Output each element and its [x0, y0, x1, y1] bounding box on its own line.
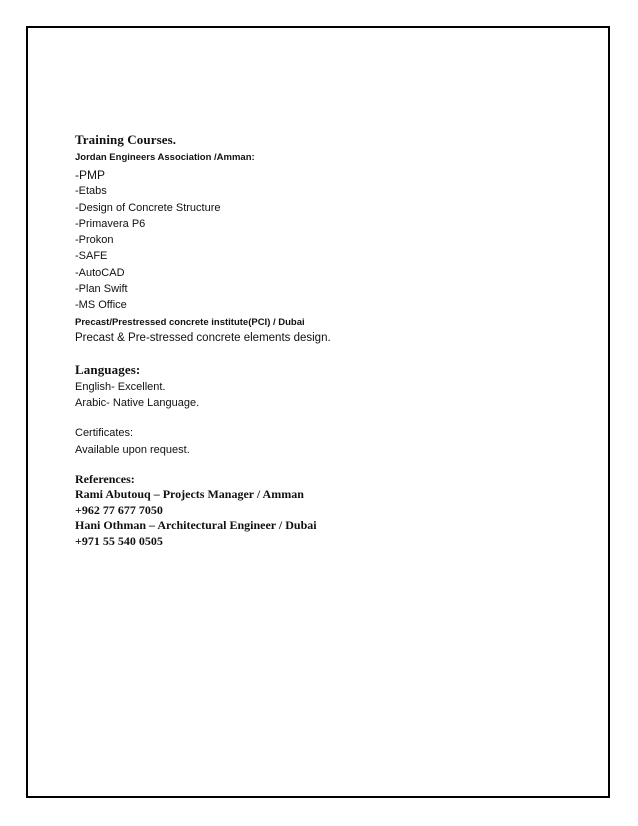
course-item: -Design of Concrete Structure	[75, 201, 221, 214]
pci-course: Precast & Pre-stressed concrete elements design.	[75, 331, 331, 344]
reference-line: Rami Abutouq – Projects Manager / Amman	[75, 487, 304, 502]
language-item: Arabic- Native Language.	[75, 396, 200, 409]
reference-line: Hani Othman – Architectural Engineer / Dubai	[75, 518, 317, 533]
document-content	[75, 132, 575, 549]
course-item: -Plan Swift	[75, 283, 128, 296]
references-heading: References:	[75, 471, 135, 486]
references-section	[75, 472, 575, 550]
training-section	[75, 132, 575, 346]
languages-heading: Languages:	[75, 361, 141, 377]
training-org-jea: Jordan Engineers Association /Amman:	[75, 152, 255, 163]
course-item: -SAFE	[75, 250, 108, 263]
language-item: English- Excellent.	[75, 380, 166, 393]
certificates-section	[75, 425, 575, 458]
course-item: -Prokon	[75, 234, 114, 247]
course-item: -Etabs	[75, 185, 107, 198]
course-item: -AutoCAD	[75, 266, 125, 279]
course-item: -Primavera P6	[75, 217, 146, 230]
course-item: -PMP	[75, 168, 105, 182]
reference-line: +962 77 677 7050	[75, 502, 163, 517]
training-org-pci: Precast/Prestressed concrete institute(PCI) / Dubai	[75, 316, 305, 328]
certificates-heading: Certificates:	[75, 427, 134, 440]
course-item: -MS Office	[75, 299, 127, 312]
languages-section	[75, 362, 575, 412]
course-list	[75, 167, 575, 314]
reference-line: +971 55 540 0505	[75, 533, 163, 548]
certificates-text: Available upon request.	[75, 443, 190, 456]
training-heading: Training Courses.	[75, 132, 177, 147]
